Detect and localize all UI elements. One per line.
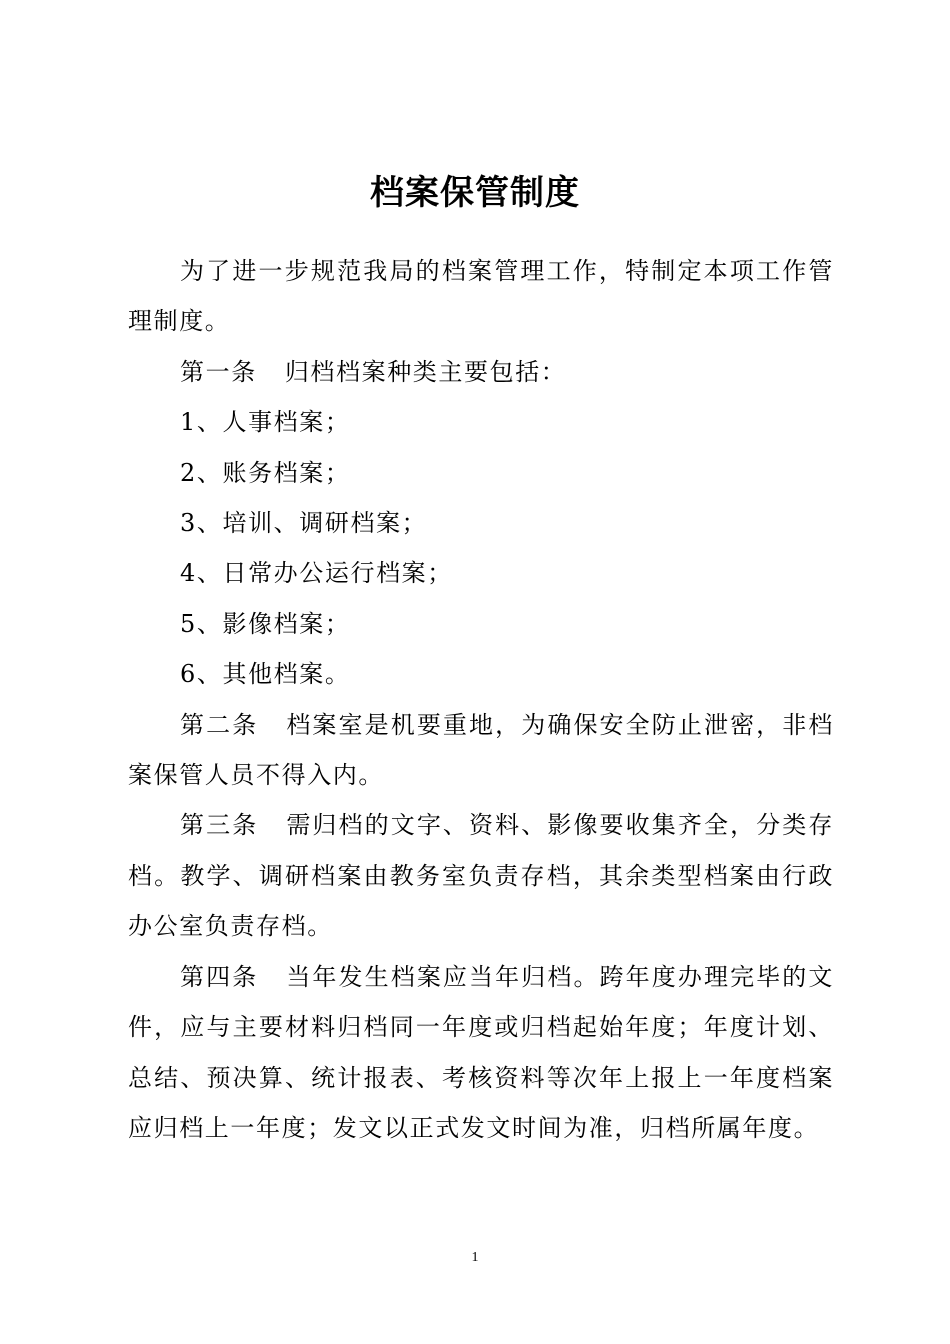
article-3-text: 需归档的文字、资料、影像要收集齐全，分类存档。教学、调研档案由教务室负责存档，其余类型档案由行政办公室负责存档。 [128,811,834,941]
list-item: 5、影像档案； [180,609,351,638]
article-4 [128,952,834,1154]
list-item: 1、人事档案； [180,408,351,437]
article-1 [128,347,834,397]
article-1-label: 第一条 [180,357,257,386]
list-item: 3、培训、调研档案； [180,509,428,538]
document-title: 档案保管制度 [370,173,580,213]
list-item: 6、其他档案。 [180,660,351,689]
article-2-text: 档案室是机要重地，为确保安全防止泄密，非档案保管人员不得入内。 [128,710,834,790]
article-4-label: 第四条 [180,962,259,991]
page-number: 1 [471,1250,479,1265]
article-3-label: 第三条 [180,811,259,840]
list-item: 4、日常办公运行档案； [180,559,453,588]
article-2-label: 第二条 [180,710,259,739]
article-2 [128,700,834,801]
article-4-text: 当年发生档案应当年归档。跨年度办理完毕的文件，应与主要材料归档同一年度或归档起始年度；年度计划、总结、预决算、统计报表、考核资料等次年上报上一年度档案应归档上一年度；发文以正式发文时间为准，归档所属年度。 [128,962,834,1142]
list-item: 2、账务档案； [180,458,351,487]
intro-paragraph: 为了进一步规范我局的档案管理工作，特制定本项工作管理制度。 [128,257,834,336]
article-1-text: 归档档案种类主要包括： [284,357,567,386]
article-3 [128,800,834,951]
document-body [128,246,834,1153]
